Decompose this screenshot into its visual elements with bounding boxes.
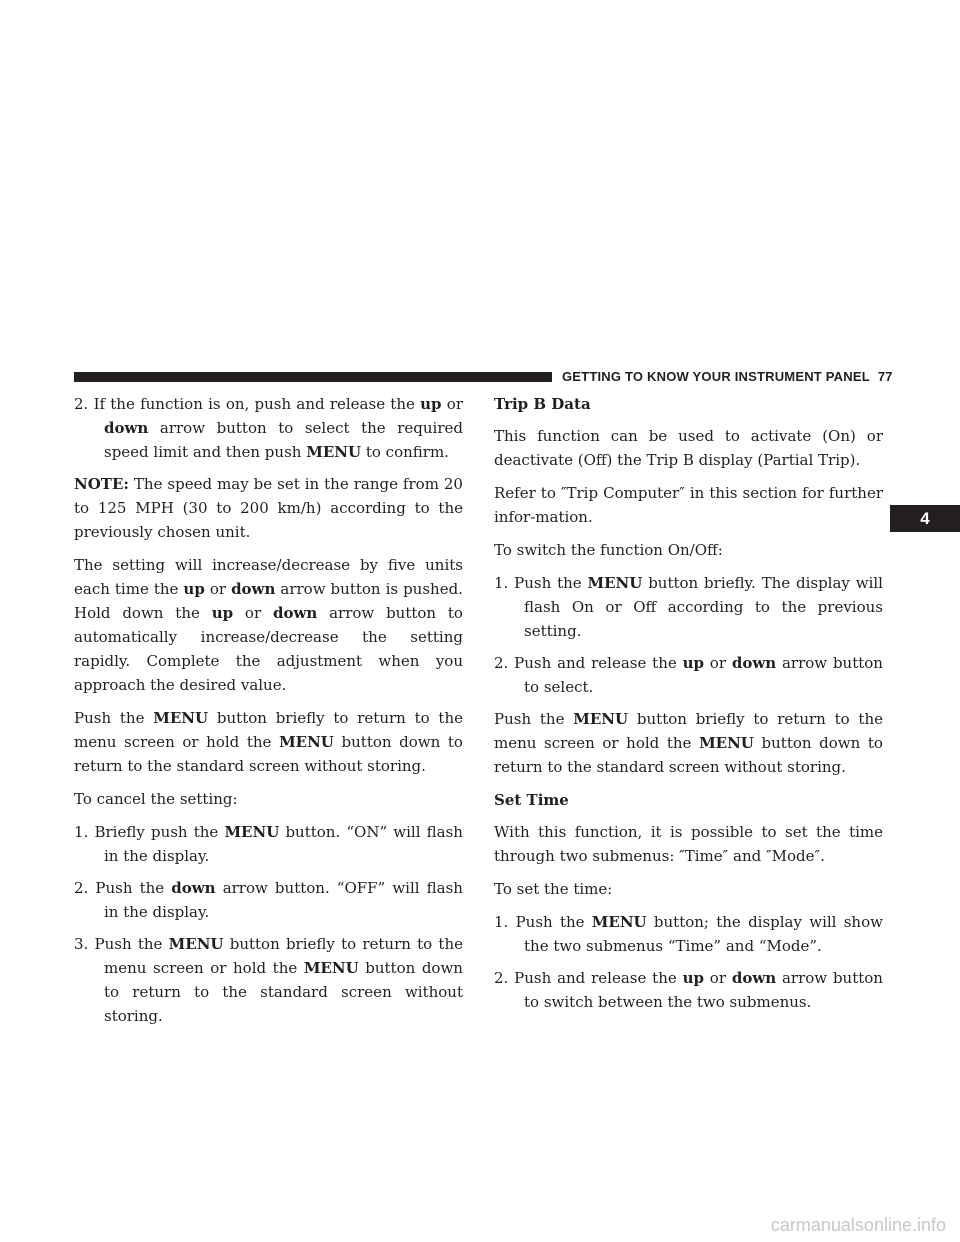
bold-term: MENU <box>591 913 647 931</box>
switch-step-2 <box>494 651 883 699</box>
text-run: The setting will increase/decrease by five units each time the <box>74 556 463 598</box>
text-run: button down to return to the standard screen without storing. <box>74 733 463 775</box>
text-run: button down to return to the standard screen without storing. <box>494 734 883 776</box>
bold-term: up <box>682 969 704 987</box>
text-run: to confirm. <box>365 443 449 461</box>
text-run: Briefly push the <box>94 823 219 841</box>
bold-term: MENU <box>699 734 754 752</box>
text-run: arrow button. “OFF” will flash in the display. <box>104 879 463 921</box>
chapter-tab: 4 <box>890 505 960 532</box>
running-header <box>562 369 893 384</box>
text-run: Push and release the <box>514 654 677 672</box>
step-number: 3. <box>74 935 89 953</box>
text-run: button down to return to the standard screen without storing. <box>104 959 463 1025</box>
page-number: 77 <box>877 369 893 384</box>
setting-paragraph <box>74 553 463 697</box>
watermark: carmanualsonline.info <box>770 1215 946 1235</box>
right-column <box>494 392 883 1022</box>
bold-term: MENU <box>573 710 629 728</box>
text-run: arrow button to select the required speed limit and then push <box>104 419 463 461</box>
text-run: button briefly to return to the menu screen or hold the <box>494 710 883 752</box>
trip-b-paragraph-2: Refer to ″Trip Computer″ in this section for further infor-mation. <box>494 484 883 526</box>
text-run: If the function is on, push and release the <box>93 395 415 413</box>
bold-term: MENU <box>168 935 224 953</box>
text-run: or <box>709 654 726 672</box>
cancel-step-1 <box>74 820 463 868</box>
text-run: arrow button to switch between the two submenus. <box>524 969 883 1011</box>
step-number: 2. <box>74 879 89 897</box>
step-number: 2. <box>494 969 509 987</box>
cancel-step-3 <box>74 932 463 1028</box>
note-text: The speed may be set in the range from 20 to 125 MPH (30 to 200 km/h) according to the previously chosen unit. <box>74 475 463 541</box>
set-time-intro: To set the time: <box>494 880 613 898</box>
time-step-2 <box>494 966 883 1014</box>
bold-term: up <box>420 395 442 413</box>
bold-term: down <box>231 580 276 598</box>
text-run: button briefly. The display will flash On or Off according to the previous setting. <box>524 574 883 640</box>
text-run: or <box>209 580 227 598</box>
text-run: Push the <box>74 709 145 727</box>
text-run: arrow button to automatically increase/decrease the setting rapidly. Complete the adjustment when you approach the desired value. <box>74 604 463 694</box>
bold-term: down <box>104 419 149 437</box>
text-run: or <box>709 969 726 987</box>
text-run: Push the <box>515 913 585 931</box>
cancel-step-2 <box>74 876 463 924</box>
text-run: Push the <box>514 574 582 592</box>
bold-term: up <box>211 604 234 622</box>
step-number: 2. <box>74 395 89 413</box>
speed-limit-step-2 <box>74 392 463 464</box>
bold-term: MENU <box>306 443 362 461</box>
bold-term: MENU <box>224 823 280 841</box>
note-label: NOTE: <box>74 475 129 493</box>
bold-term: down <box>731 969 777 987</box>
push-menu-paragraph-right <box>494 707 883 779</box>
step-number: 2. <box>494 654 509 672</box>
text-run: button briefly to return to the menu screen or hold the <box>104 935 463 977</box>
time-step-1 <box>494 910 883 958</box>
push-menu-paragraph <box>74 706 463 778</box>
text-run: Push and release the <box>514 969 677 987</box>
text-run: button briefly to return to the menu screen or hold the <box>74 709 463 751</box>
bold-term: up <box>682 654 704 672</box>
text-run: Push the <box>494 710 565 728</box>
text-run: or <box>244 604 262 622</box>
text-run: arrow button to select. <box>524 654 883 696</box>
left-column <box>74 392 463 1036</box>
text-run: arrow button is pushed. Hold down the <box>74 580 463 622</box>
text-run: Push the <box>94 935 163 953</box>
cancel-intro: To cancel the setting: <box>74 790 238 808</box>
switch-step-1 <box>494 571 883 643</box>
bold-term: MENU <box>279 733 334 751</box>
step-number: 1. <box>494 913 509 931</box>
step-number: 1. <box>494 574 509 592</box>
trip-b-heading: Trip B Data <box>494 395 591 413</box>
text-run: Push the <box>95 879 165 897</box>
bold-term: down <box>171 879 216 897</box>
bold-term: MENU <box>153 709 209 727</box>
step-number: 1. <box>74 823 89 841</box>
bold-term: MENU <box>587 574 643 592</box>
bold-term: down <box>272 604 318 622</box>
text-run: button; the display will show the two submenus “Time” and “Mode”. <box>524 913 883 955</box>
text-run: button. “ON” will flash in the display. <box>104 823 463 865</box>
header-rule <box>74 372 552 382</box>
header-title: GETTING TO KNOW YOUR INSTRUMENT PANEL <box>562 369 870 384</box>
bold-term: down <box>731 654 777 672</box>
text-run: or <box>446 395 463 413</box>
bold-term: up <box>183 580 205 598</box>
switch-intro: To switch the function On/Off: <box>494 541 723 559</box>
set-time-paragraph: With this function, it is possible to set the time through two submenus: ″Time″ and ″Mode″. <box>494 823 883 865</box>
bold-term: MENU <box>303 959 359 977</box>
set-time-heading: Set Time <box>494 791 569 809</box>
trip-b-paragraph-1: This function can be used to activate (On) or deactivate (Off) the Trip B display (Partial Trip). <box>494 427 883 469</box>
note-paragraph <box>74 472 463 544</box>
